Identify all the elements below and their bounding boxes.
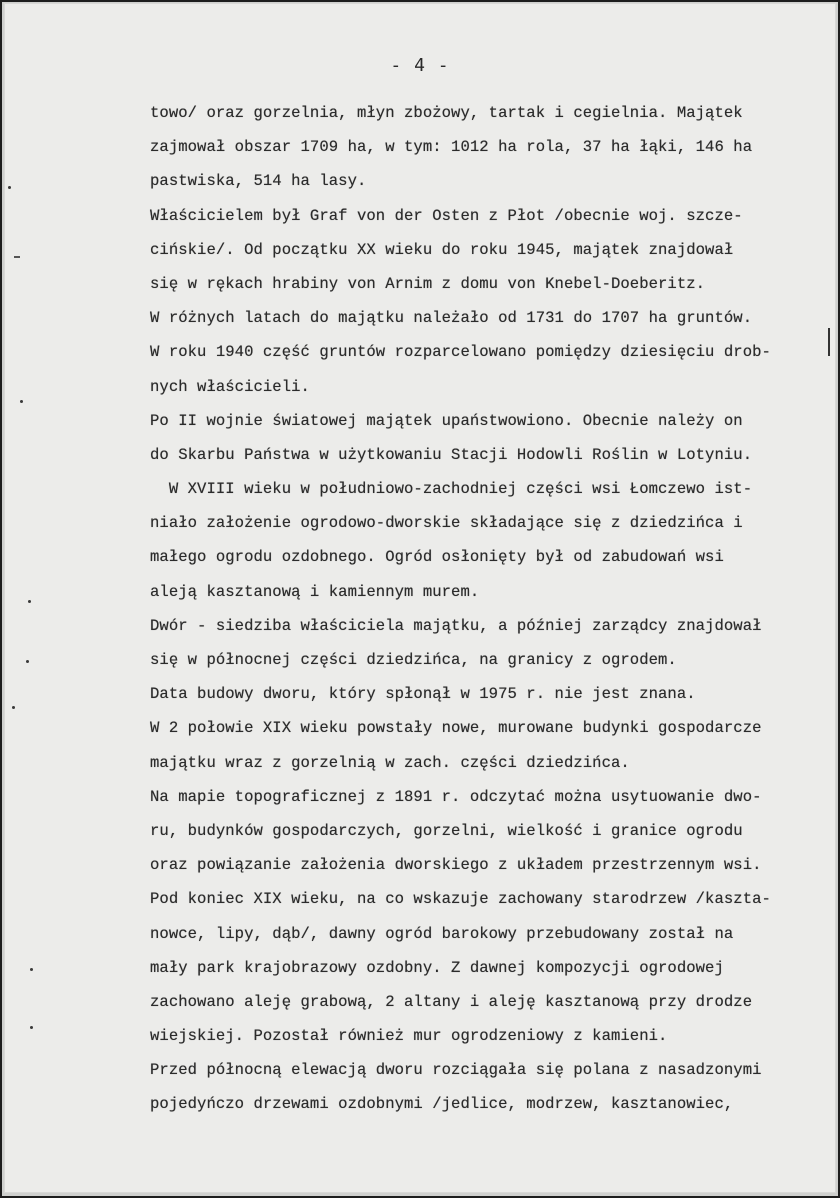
text-line: pojedyńczo drzewami ozdobnymi /jedlice, modrzew, kasztanowiec,: [150, 1095, 734, 1114]
scan-speck: [12, 706, 15, 709]
text-line: majątku wraz z gorzelnią w zach. części dziedzińca.: [150, 753, 630, 772]
text-line: Właścicielem był Graf von der Osten z Płot /obecnie woj. szcze-: [150, 206, 743, 225]
text-line: zachowano aleję grabową, 2 altany i aleję kasztanową przy drodze: [150, 992, 753, 1011]
document-body: [150, 96, 840, 1122]
text-line: się w północnej części dziedzińca, na granicy z ogrodem.: [150, 651, 677, 669]
text-line: pastwiska, 514 ha lasy.: [150, 172, 367, 191]
text-line: nych właścicieli.: [150, 377, 310, 396]
text-line: Dwór - siedziba właściciela majątku, a później zarządcy znajdował: [150, 616, 762, 635]
text-line: ru, budynków gospodarczych, gorzelni, wielkość i granice ogrodu: [150, 821, 743, 840]
text-line: zajmował obszar 1709 ha, w tym: 1012 ha rola, 37 ha łąki, 146 ha: [150, 138, 753, 157]
text-line: mały park krajobrazowy ozdobny. Z dawnej kompozycji ogrodowej: [150, 958, 724, 977]
text-line: W roku 1940 część gruntów rozparcelowano pomiędzy dziesięciu drob-: [150, 343, 771, 362]
text-line: oraz powiązanie założenia dworskiego z układem przestrzennym wsi.: [150, 856, 762, 875]
text-line: małego ogrodu ozdobnego. Ogród osłonięty był od zabudowań wsi: [150, 548, 724, 567]
scan-speck: [28, 600, 31, 603]
text-line: nowce, lipy, dąb/, dawny ogród barokowy przebudowany został na: [150, 924, 734, 943]
text-line: do Skarbu Państwa w użytkowaniu Stacji Hodowli Roślin w Lotyniu.: [150, 445, 753, 464]
text-line: W XVIII wieku w południowo-zachodniej części wsi Łomczewo ist-: [150, 480, 753, 499]
text-line: Data budowy dworu, który spłonął w 1975 r. nie jest znana.: [150, 685, 696, 704]
text-line: niało założenie ogrodowo-dworskie składające się z dziedzińca i: [150, 514, 743, 533]
page-number: - 4 -: [390, 55, 450, 76]
text-line: aleją kasztanową i kamiennym murem.: [150, 582, 480, 601]
scan-speck: [14, 256, 20, 258]
text-line: towo/ oraz gorzelnia, młyn zbożowy, tartak i cegielnia. Majątek: [150, 104, 743, 122]
scan-speck: [26, 660, 29, 663]
scan-edge-mark: [828, 328, 830, 356]
scan-speck: [30, 1026, 33, 1029]
text-line: wiejskiej. Pozostał również mur ogrodzeniowy z kamieni.: [150, 1027, 668, 1046]
scan-speck: [8, 186, 11, 189]
scan-speck: [20, 400, 23, 403]
text-line: Po II wojnie światowej majątek upaństwowiono. Obecnie należy on: [150, 411, 743, 430]
text-line: Przed północną elewacją dworu rozciągała się polana z nasadzonymi: [150, 1061, 762, 1080]
text-line: cińskie/. Od początku XX wieku do roku 1945, majątek znajdował: [150, 240, 734, 259]
text-line: W 2 połowie XIX wieku powstały nowe, murowane budynki gospodarcze: [150, 719, 762, 738]
scan-speck: [30, 968, 33, 971]
text-line: się w rękach hrabiny von Arnim z domu von Knebel-Doeberitz.: [150, 274, 706, 293]
text-line: W różnych latach do majątku należało od 1731 do 1707 ha gruntów.: [150, 309, 753, 328]
text-line: Pod koniec XIX wieku, na co wskazuje zachowany starodrzew /kaszta-: [150, 890, 771, 909]
text-line: Na mapie topograficznej z 1891 r. odczytać można usytuowanie dwo-: [150, 787, 762, 806]
